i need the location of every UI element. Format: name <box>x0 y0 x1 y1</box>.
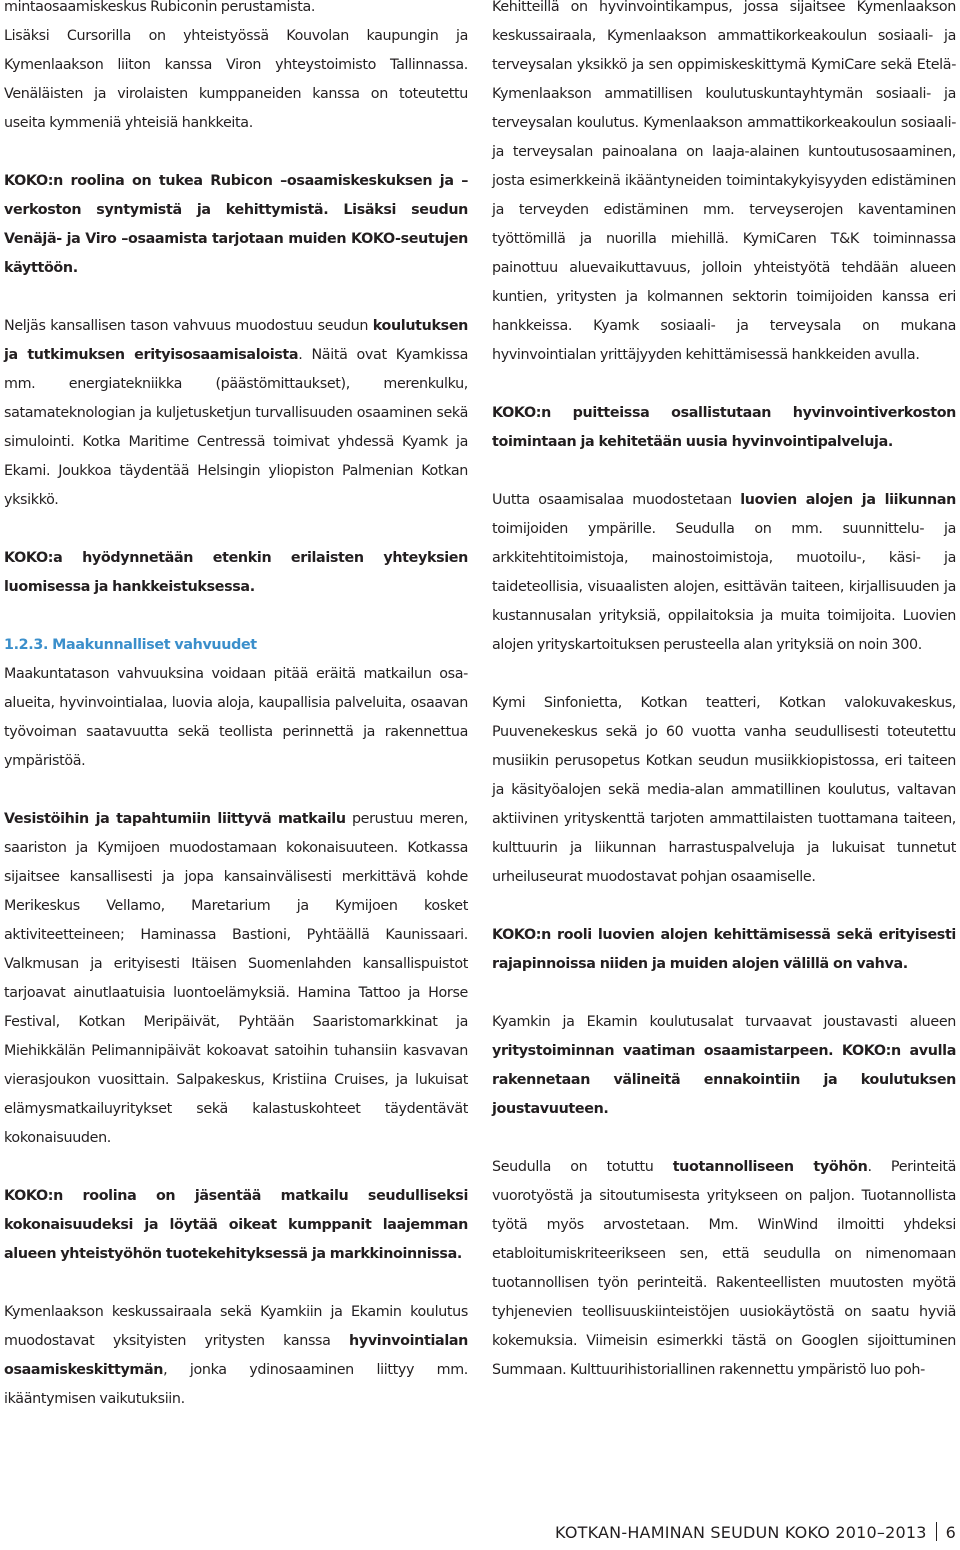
hospital-rest: , jonka ydinosaaminen liittyy mm. ikääntymisen vaikutuksiin. <box>4 1362 468 1407</box>
hospital-intro: Kymenlaakson keskussairaala sekä Kyamkiin ja Ekamin koulutus muodostavat yksityisten yritysten kanssa <box>4 1304 468 1349</box>
left-column <box>4 0 468 1443</box>
production-rest: . Perinteitä vuorotyöstä ja sitoutumisesta yritykseen on paljon. Tuotannollista työtä myös arvostetaan. Mm. WinWind ilmoitti yhdeksi etabloitumiskriteerikseen sen, että seudulla on nimenomaan tuotannollisen työn perinteitä. Rakenteellisten muutosten myötä tyhjenevien teollisuuskiinteistöjen uusiokäytöstä on saatu hyviä kokemuksia. Viimeisin esimerkki tästä on Googlen sijoittuminen Summaan. Kulttuurihistoriallinen rakennettu ympäristö luo poh- <box>492 1159 956 1378</box>
right-column <box>492 0 956 1414</box>
paragraph-production <box>492 1153 956 1385</box>
page-number: 6 <box>945 1523 956 1542</box>
paragraph-koko-wellbeing: KOKO:n puitteissa osallistutaan hyvinvointiverkoston toimintaan ja kehitetään uusia hyvinvointipalveluja. <box>492 405 956 450</box>
footer-title: KOTKAN-HAMINAN SEUDUN KOKO 2010–2013 <box>555 1523 927 1542</box>
paragraph-creative <box>492 486 956 660</box>
paragraph-tourism <box>4 805 468 1153</box>
paragraph-education <box>4 312 468 515</box>
training-highlight: yritystoiminnan vaatiman osaamistarpeen. KOKO:n avulla rakennetaan välineitä ennakointiin ja koulutuksen joustavuuteen. <box>492 1043 956 1117</box>
education-highlight: koulutuksen ja tutkimuksen erityisosaamisaloista <box>4 318 468 363</box>
education-intro: Neljäs kansallisen tason vahvuus muodostuu seudun <box>4 318 373 334</box>
paragraph-koko-rubicon: KOKO:n roolina on tukea Rubicon –osaamiskeskuksen ja –verkoston syntymistä ja kehittymistä. Lisäksi seudun Venäjä- ja Viro –osaamista tarjotaan muiden KOKO-seutujen käyttöön. <box>4 173 468 276</box>
paragraph-koko-connections: KOKO:a hyödynnetään etenkin erilaisten yhteyksien luomisessa ja hankkeistuksessa. <box>4 550 468 595</box>
paragraph-rubicon-end: mintaosaamiskeskus Rubiconin perustamista. <box>4 0 316 15</box>
production-intro: Seudulla on totuttu <box>492 1159 673 1175</box>
paragraph-cursor: Lisäksi Cursorilla on yhteistyössä Kouvolan kaupungin ja Kymenlaakson liiton kanssa Viron yhteystoimisto Tallinnassa. Venäläisten ja virolaisten kumppaneiden kanssa on toteutettu useita kymmeniä yhteisiä hankkeita. <box>4 28 468 131</box>
footer-divider <box>936 1522 937 1541</box>
creative-highlight: luovien alojen ja liikunnan <box>740 492 956 508</box>
paragraph-wellbeing-campus: Kehitteillä on hyvinvointikampus, jossa sijaitsee Kymenlaakson keskussairaala, Kymenlaakson ammattikorkeakoulun sosiaali- ja terveysalan yksikkö ja sen oppimiskeskittymä KymiCare sekä Etelä-Kymenlaakson ammatillisen koulutuskuntayhtymän sosiaali- ja terveysalan koulutus. Kymenlaakson ammattikorkeakoulun sosiaali- ja terveysalan painoalana on laaja-alainen kuntoutusosaaminen, josta esimerkkeinä ikääntyneiden toimintakykyisyyden edistäminen ja terveyden edistäminen mm. terveyserojen kaventaminen työttömillä ja nuorilla miehillä. KymiCaren T&K toiminnassa painottuu aluevaikuttavuus, jolloin yhteistyötä tehdään alueen kuntien, yritysten ja kolmannen sektorin toimijoiden kanssa eri hankkeissa. Kyamk sosiaali- ja terveysala on mukana hyvinvointialan yrittäjyyden kehittämisessä hankkeiden avulla. <box>492 0 956 363</box>
tourism-highlight: Vesistöihin ja tapahtumiin liittyvä matkailu <box>4 811 346 827</box>
page-footer <box>555 1522 956 1542</box>
paragraph-training <box>492 1008 956 1124</box>
paragraph-koko-tourism: KOKO:n roolina on jäsentää matkailu seudulliseksi kokonaisuudeksi ja löytää oikeat kumppanit laajemman alueen yhteistyöhön tuotekehityksessä ja markkinoinnissa. <box>4 1188 468 1262</box>
paragraph-culture: Kymi Sinfonietta, Kotkan teatteri, Kotkan valokuvakeskus, Puuvenekeskus sekä jo 60 vuotta vanha seudullisesti toteutettu musiikin perusopetus Kotkan seudun musiikkiopistossa, eri taiteen ja käsityöalojen sekä media-alan ammatillinen koulutus, valtavan aktiivinen yrityskenttä tarjoten ammattilaisten tuottamana taiteen, kulttuurin ja liikunnan harrastuspalveluja ja lukuisat tunnetut urheiluseurat muodostavat pohjan osaamiselle. <box>492 695 956 885</box>
creative-intro: Uutta osaamisalaa muodostetaan <box>492 492 741 508</box>
education-rest: . Näitä ovat Kyamkissa mm. energiatekniikka (päästömittaukset), merenkulku, satamateknologian ja kuljetusketjun turvallisuuden osaaminen sekä simulointi. Kotka Maritime Centressä toimivat yhdessä Kyamk ja Ekami. Joukkoa täydentää Helsingin yliopiston Palmenian Kotkan yksikkö. <box>4 347 468 508</box>
tourism-rest: perustuu meren, saariston ja Kymijoen muodostamaan kokonaisuuteen. Kotkassa sijaitsee kansallisesti ja jopa kansainvälisesti merkittävä kohde Merikeskus Vellamo, Maretarium ja Kymijoen kosket aktiviteetteineen; Haminassa Bastioni, Pyhtäällä Kaunissaari. Valkmusan ja erityisesti Itäisen Suomenlahden kansallispuistot tarjoavat ainutlaatuisia luontoelämyksiä. Hamina Tattoo ja Horse Festival, Kotkan Meripäivät, Pyhtään Saaristomarkkinat ja Miehikkälän Pelimannipäivät kokoavat satoihin tuhansiin kasvavan vierasjoukon vuosittain. Salpakeskus, Kristiina Cruises, ja lukuisat elämysmatkailuyritykset sekä kalastuskohteet täydentävät kokonaisuuden. <box>4 811 469 1146</box>
paragraph-koko-creative: KOKO:n rooli luovien alojen kehittämisessä sekä erityisesti rajapinnoissa niiden ja muiden alojen välillä on vahva. <box>492 927 956 972</box>
section-heading: 1.2.3. Maakunnalliset vahvuudet <box>4 637 257 653</box>
training-intro: Kyamkin ja Ekamin koulutusalat turvaavat joustavasti alueen <box>492 1014 956 1030</box>
paragraph-hospital <box>4 1298 468 1414</box>
production-highlight: tuotannolliseen työhön <box>672 1159 868 1175</box>
hospital-highlight: hyvinvointialan osaamiskeskittymän <box>4 1333 468 1378</box>
paragraph-regional-strengths: Maakuntatason vahvuuksina voidaan pitää eräitä matkailun osa-alueita, hyvinvointialaa, luovia aloja, kaupallisia palveluita, osaavan työvoiman saatavuutta sekä teollista perinnettä ja rakennettua ympäristöä. <box>4 666 468 769</box>
creative-rest: toimijoiden ympärille. Seudulla on mm. suunnittelu- ja arkkitehtitoimistoja, mainostoimistoja, muotoilu-, käsi- ja taideteollisia, visuaalisten alojen, esittävän taiteen, kirjallisuuden ja kustannusalan yrityksiä, oppilaitoksia ja muita toimijoita. Luovien alojen yrityskartoituksen perusteella alan yrityksiä on noin 300. <box>492 521 956 653</box>
